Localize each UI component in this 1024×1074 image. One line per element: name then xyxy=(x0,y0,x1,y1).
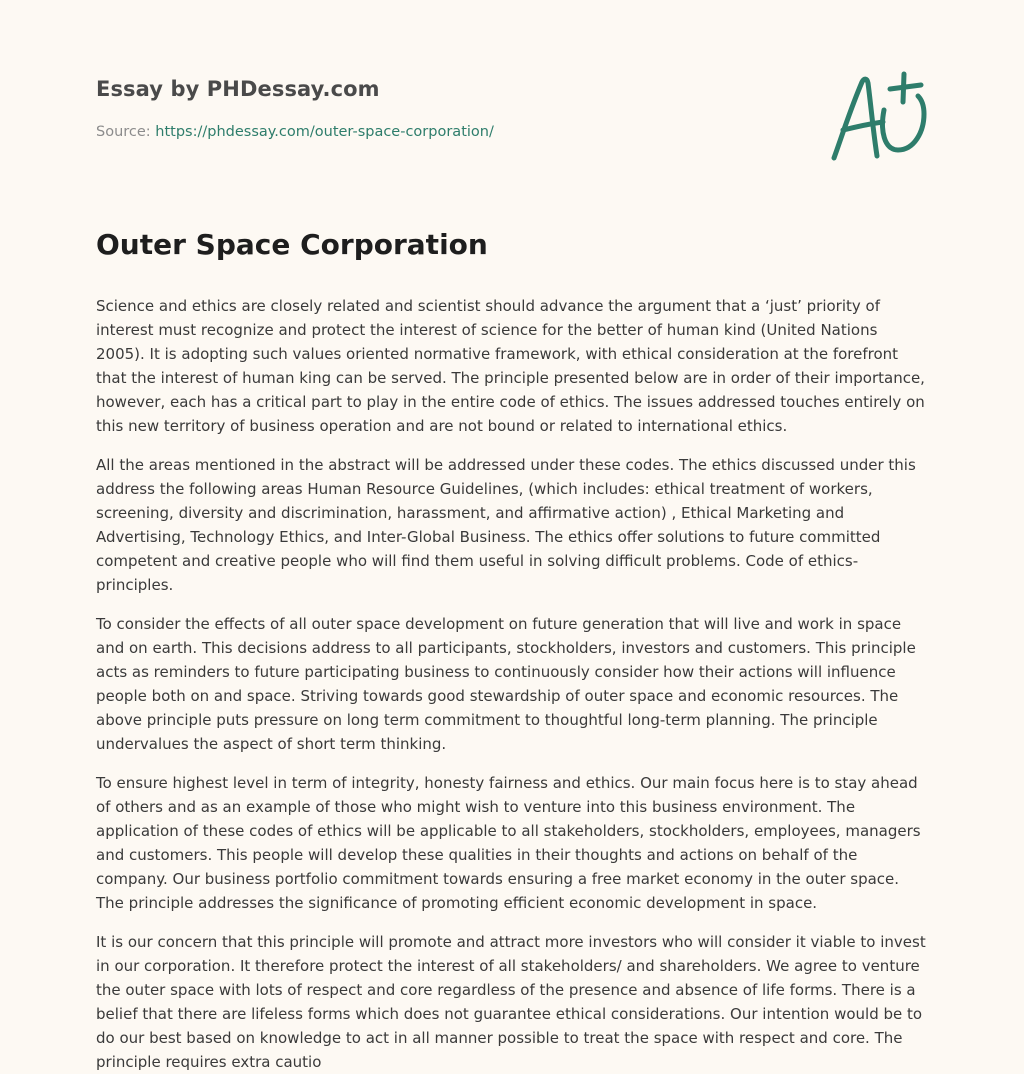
essay-title: Outer Space Corporation xyxy=(96,228,488,261)
source-line xyxy=(96,124,494,140)
essay-paragraph: To ensure highest level in term of integrity, honesty fairness and ethics. Our main focus here is to stay ahead of others and as an example of those who might wish to venture into this business environment. The application of these codes of ethics will be applicable to all stakeholders, stockholders, employees, managers and customers. This people will develop these qualities in their thoughts and actions on behalf of the company. Our business portfolio commitment towards ensuring a free market economy in the outer space. The principle addresses the significance of promoting efficient economic development in space. xyxy=(96,774,921,912)
site-title: Essay by PHDessay.com xyxy=(96,77,380,101)
source-label: Source: xyxy=(96,124,156,140)
essay-body xyxy=(96,294,928,1074)
a-plus-logo-icon xyxy=(828,70,928,162)
source-link[interactable]: https://phdessay.com/outer-space-corporation/ xyxy=(155,124,494,140)
page-header xyxy=(96,0,928,200)
essay-paragraph: All the areas mentioned in the abstract will be addressed under these codes. The ethics discussed under this address the following areas Human Resource Guidelines, (which includes: ethical treatment of workers, screening, diversity and discrimination, harassment, and affirmative action) , Ethical Marketing and Advertising, Technology Ethics, and Inter-Global Business. The ethics offer solutions to future committed competent and creative people who will find them useful in solving difficult problems. Code of ethics-principles. xyxy=(96,456,916,594)
essay-paragraph: It is our concern that this principle will promote and attract more investors who will consider it viable to invest in our corporation. It therefore protect the interest of all stakeholders/ and shareholders. We agree to venture the outer space with lots of respect and core regardless of the presence and absence of life forms. There is a belief that there are lifeless forms which does not guarantee ethical considerations. Our intention would be to do our best based on knowledge to act in all manner possible to treat the space with respect and core. The principle requires extra cautio xyxy=(96,933,926,1071)
essay-paragraph: Science and ethics are closely related and scientist should advance the argument that a ‘just’ priority of interest must recognize and protect the interest of science for the better of human kind (United Nations 2005). It is adopting such values oriented normative framework, with ethical consideration at the forefront that the interest of human king can be served. The principle presented below are in order of their importance, however, each has a critical part to play in the entire code of ethics. The issues addressed touches entirely on this new territory of business operation and are not bound or related to international ethics. xyxy=(96,297,925,435)
essay-paragraph: To consider the effects of all outer space development on future generation that will live and work in space and on earth. This decisions address to all participants, stockholders, investors and customers. This principle acts as reminders to future participating business to continuously consider how their actions will influence people both on and space. Striving towards good stewardship of outer space and economic resources. The above principle puts pressure on long term commitment to thoughtful long-term planning. The principle undervalues the aspect of short term thinking. xyxy=(96,615,916,753)
